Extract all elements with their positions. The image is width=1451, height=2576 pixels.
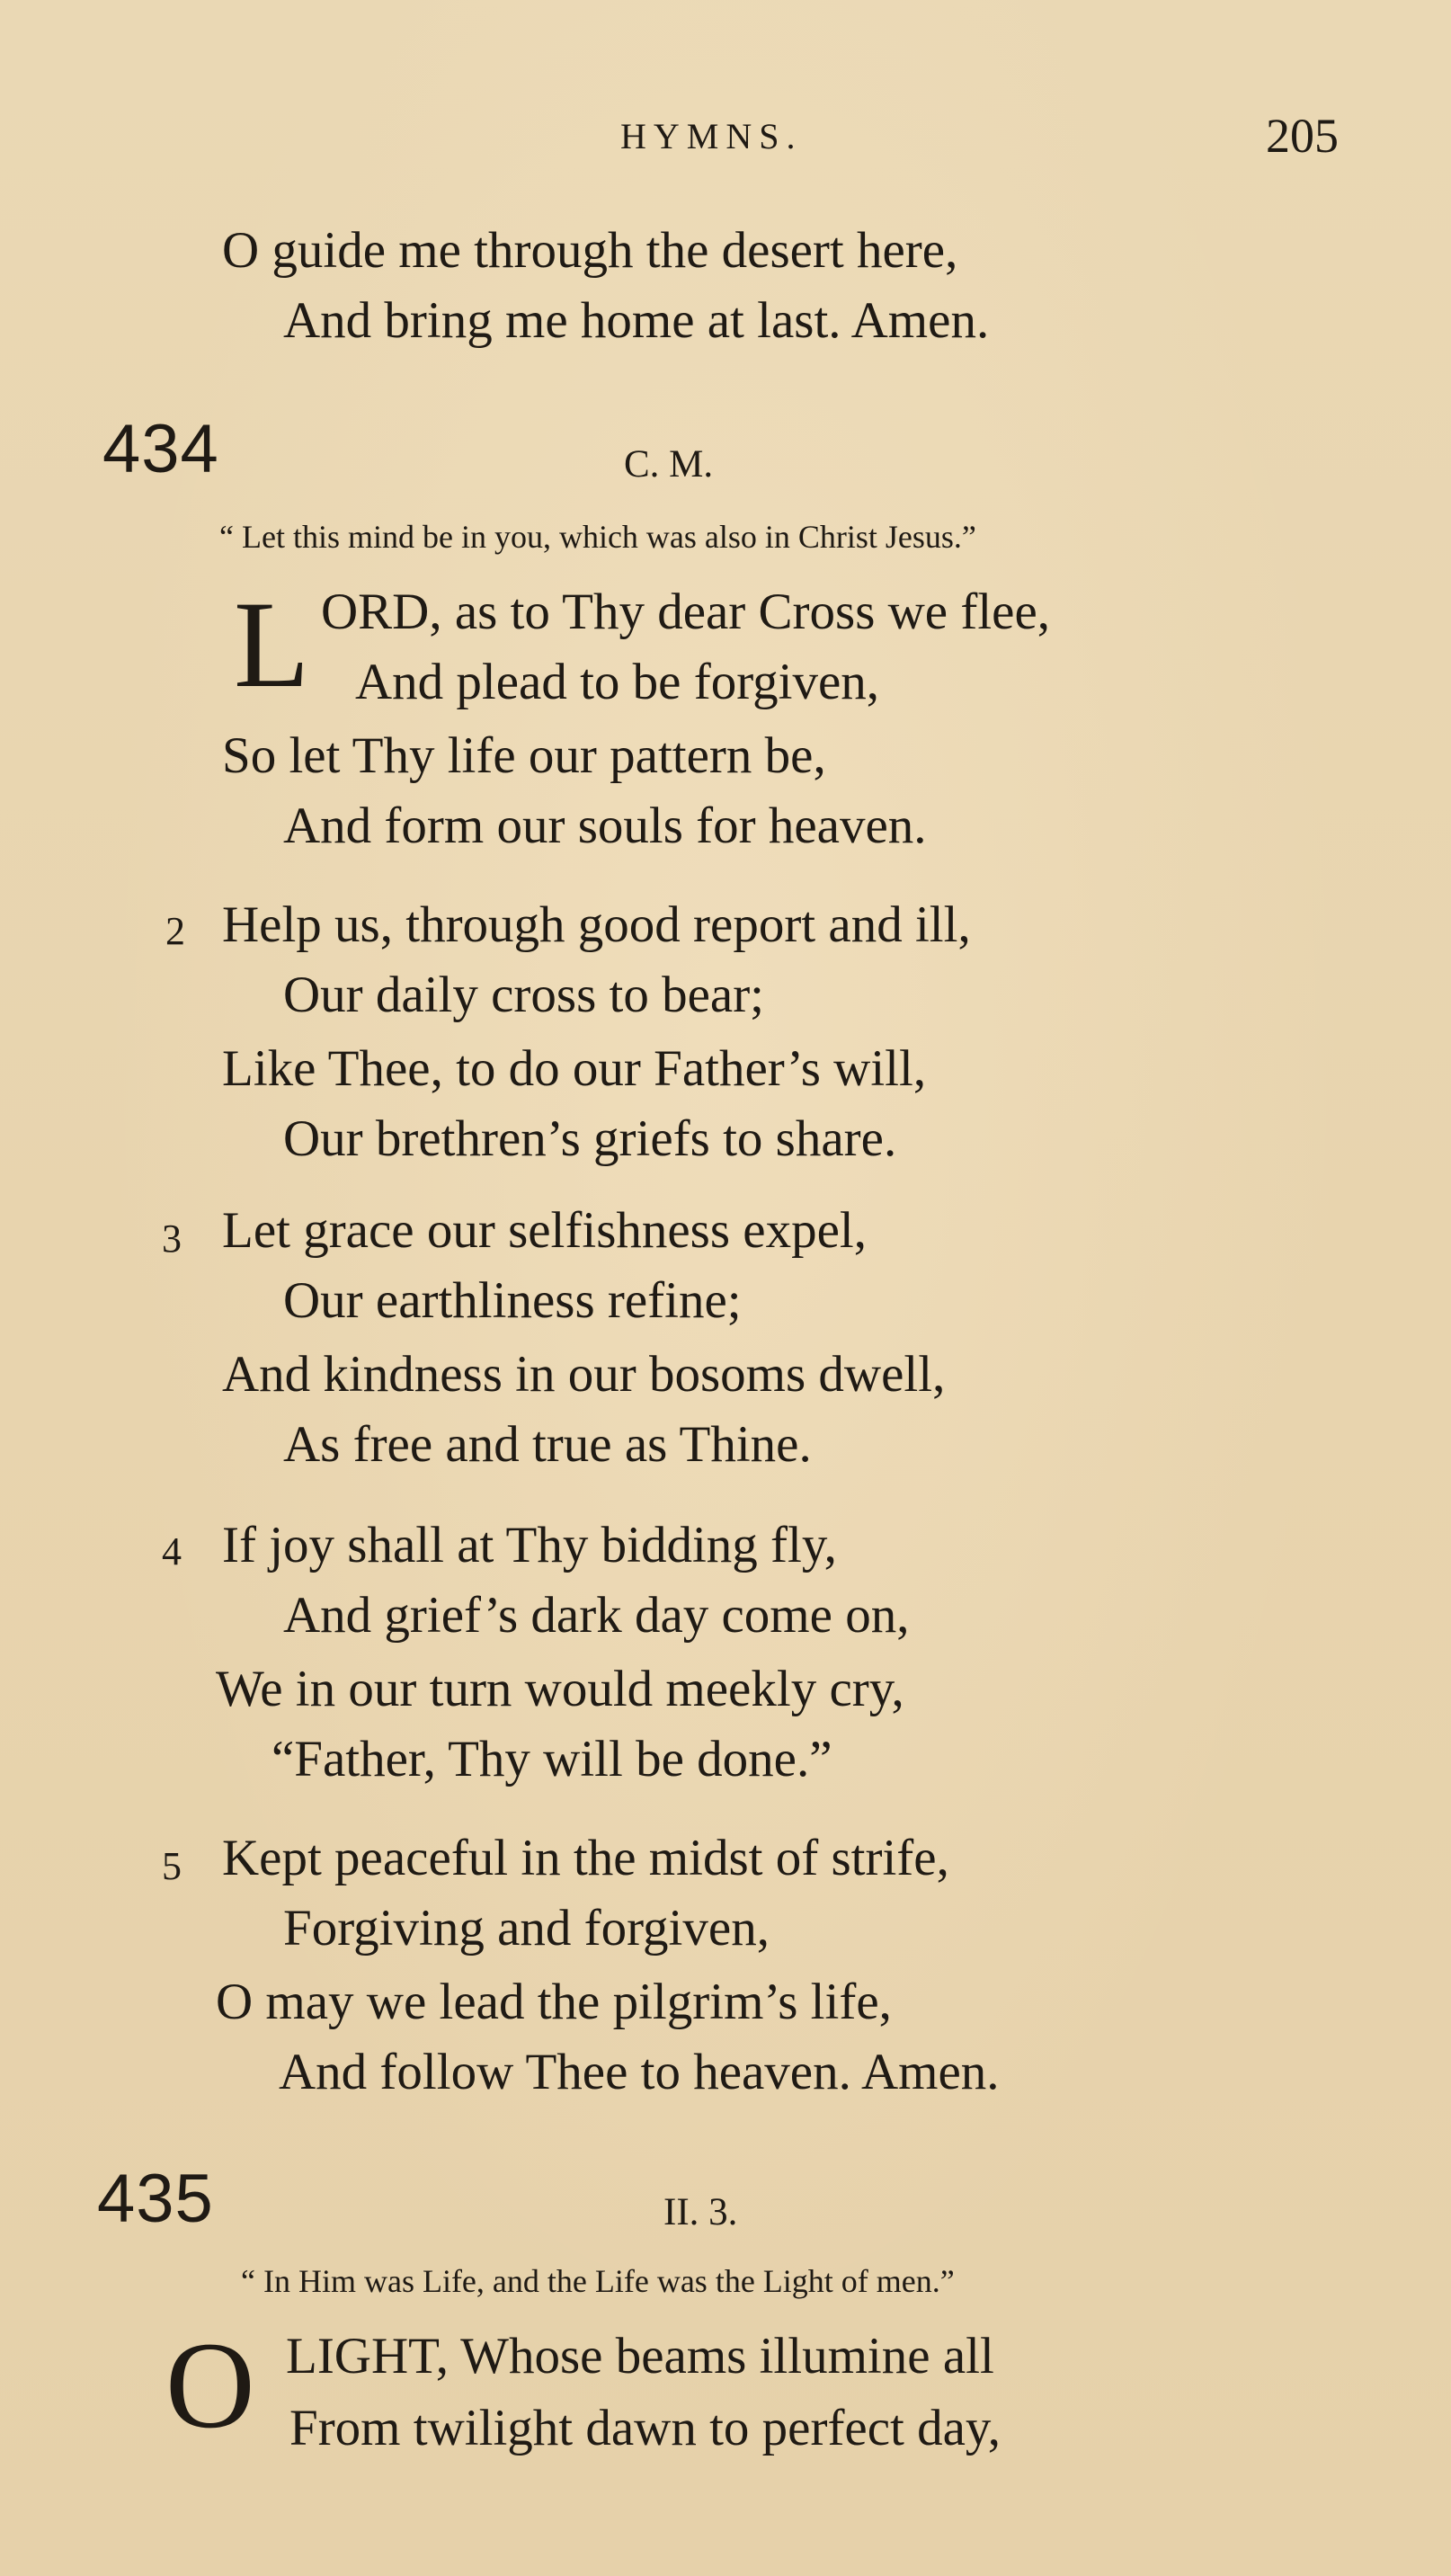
carryover-line-1: O guide me through the desert here, [222,222,958,279]
hymn-434-s1-line-3: So let Thy life our pattern be, [222,727,826,784]
running-title: HYMNS. [620,116,803,156]
hymn-434-s4-line-3: We in our turn would meekly cry, [216,1661,904,1717]
hymn-number-435: 435 [97,2161,214,2237]
hymn-435-meter: II. 3. [663,2191,738,2233]
stanza-number-2: 2 [165,909,185,953]
carryover-line-2: And bring me home at last. Amen. [283,292,990,349]
hymn-434-s3-line-1: Let grace our selfishness expel, [222,1202,867,1259]
hymn-434-s1-line-1: ORD, as to Thy dear Cross we flee, [321,584,1051,640]
hymn-434-s5-line-3: O may we lead the pilgrim’s life, [216,1974,892,2030]
hymn-434-s4-line-4: “Father, Thy will be done.” [272,1731,832,1787]
hymn-434-meter: C. M. [624,443,714,486]
hymn-435-drop-cap: O [165,2316,255,2454]
hymn-434-s3-line-2: Our earthliness refine; [283,1272,742,1329]
hymn-434-s2-line-4: Our brethren’s griefs to share. [283,1110,897,1167]
hymn-435-s1-line-1: LIGHT, Whose beams illumine all [286,2328,994,2384]
hymn-434-s2-line-1: Help us, through good report and ill, [222,896,971,953]
hymn-435-epigraph: “ In Him was Life, and the Life was the Light of men.” [241,2263,955,2299]
hymn-435-s1-line-2: From twilight dawn to perfect day, [289,2400,1001,2456]
hymn-434-s1-line-4: And form our souls for heaven. [283,798,927,854]
stanza-number-4: 4 [162,1529,182,1573]
hymn-434-s3-line-3: And kindness in our bosoms dwell, [222,1346,946,1403]
stanza-number-5: 5 [162,1844,182,1888]
hymn-number-434: 434 [102,411,219,487]
hymn-434-s4-line-2: And grief’s dark day come on, [283,1587,910,1644]
hymn-434-s5-line-1: Kept peaceful in the midst of strife, [222,1830,949,1886]
hymn-434-epigraph: “ Let this mind be in you, which was also in Christ Jesus.” [219,519,976,555]
hymn-434-drop-cap: L [234,575,310,713]
hymn-434-s5-line-2: Forgiving and forgiven, [283,1900,770,1957]
hymn-434-s3-line-4: As free and true as Thine. [283,1416,812,1473]
stanza-number-3: 3 [162,1217,182,1261]
hymn-434-s1-line-2: And plead to be forgiven, [355,654,880,710]
hymn-434-s4-line-1: If joy shall at Thy bidding fly, [222,1517,837,1573]
hymn-434-s5-line-4: And follow Thee to heaven. Amen. [279,2044,1000,2100]
hymn-434-s2-line-3: Like Thee, to do our Father’s will, [222,1040,927,1097]
page-number: 205 [1266,109,1339,163]
hymn-434-s2-line-2: Our daily cross to bear; [283,967,765,1023]
